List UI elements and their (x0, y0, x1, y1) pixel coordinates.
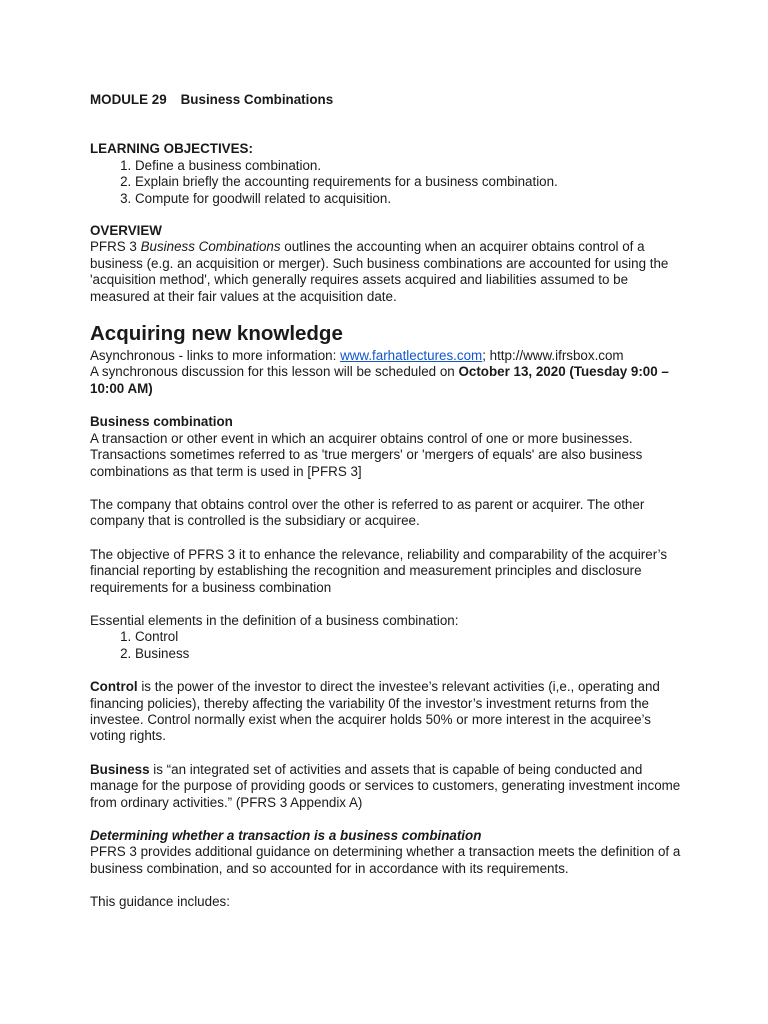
determining-heading: Determining whether a transaction is a business combination (90, 828, 482, 843)
business-paragraph (90, 762, 690, 811)
overview-heading: OVERVIEW (90, 223, 162, 239)
module-name: Business Combinations (180, 92, 334, 107)
control-paragraph (90, 679, 690, 745)
objective-paragraph: The objective of PFRS 3 it to enhance the relevance, reliability and comparability of the acquirer’s financial reporting by establishing the recognition and measurement principles and disclosure requirements for a business combination (90, 546, 668, 595)
overview-text-start: PFRS 3 (90, 239, 141, 255)
list-item: 1. Control (135, 629, 690, 645)
parent-paragraph: The company that obtains control over the other is referred to as parent or acquirer. The other company that is controlled is the subsidiary or acquiree. (90, 496, 645, 529)
list-item: 1. Define a business combination. (135, 158, 690, 174)
list-item: 2. Business (135, 646, 690, 662)
sync-label: A synchronous discussion for this lesson will be scheduled on (90, 364, 459, 380)
determining-paragraph: PFRS 3 provides additional guidance on determining whether a transaction meets the definition of a business combination, and so accounted for in accordance with its requirements. (90, 844, 681, 876)
farhatlectures-link[interactable]: www.farhatlectures.com (340, 348, 483, 364)
list-item: 3. Compute for goodwill related to acquisition. (135, 191, 690, 207)
async-label: Asynchronous - links to more information: (90, 348, 341, 364)
module-title (90, 92, 690, 108)
sync-date: October 13, 2020 (Tuesday 9:00 – 10:00 AM) (90, 364, 669, 396)
elements-intro: Essential elements in the definition of a business combination: (90, 612, 459, 628)
business-term: Business (90, 761, 150, 777)
control-text: is the power of the investor to direct the investee’s relevant activities (i,e., operating and financing policies), thereby affecting the variability 0f the investor’s investment returns from the investee. Control normally exist when the acquirer holds 50% or more interest in the acquiree’s voting rights. (90, 679, 660, 744)
async-line (90, 348, 690, 364)
overview-paragraph (90, 239, 690, 305)
elements-list (90, 629, 690, 662)
control-term: Control (90, 679, 138, 695)
sync-line (90, 364, 690, 397)
acquiring-heading: Acquiring new knowledge (90, 322, 343, 346)
list-item: 2. Explain briefly the accounting requirements for a business combination. (135, 174, 690, 190)
business-combination-definition: A transaction or other event in which an acquirer obtains control of one or more businesses. Transactions sometimes referred to as 'true mergers' or 'mergers of equals' are also business combinations as that term is used in [PFRS 3] (90, 430, 643, 479)
ifrsbox-text: ; http://www.ifrsbox.com (482, 348, 624, 364)
learning-objectives-list (90, 158, 690, 207)
business-combination-heading: Business combination (90, 414, 233, 430)
learning-objectives-heading: LEARNING OBJECTIVES: (90, 141, 253, 157)
overview-text-rest: outlines the accounting when an acquirer obtains control of a business (e.g. an acquisition or merger). Such business combinations are accounted for using the 'acquisition method', which generally requires assets acquired and liabilities assumed to be measured at their fair values at the acquisition date. (90, 239, 669, 304)
module-number: MODULE 29 (90, 92, 167, 107)
guidance-intro: This guidance includes: (90, 894, 230, 910)
overview-standard-name: Business Combinations (140, 239, 281, 255)
document-page (90, 92, 690, 911)
business-text: is “an integrated set of activities and assets that is capable of being conducted and manage for the purpose of providing goods or services to customers, generating investment income from ordinary activities.” (PFRS 3 Appendix A) (90, 761, 681, 810)
